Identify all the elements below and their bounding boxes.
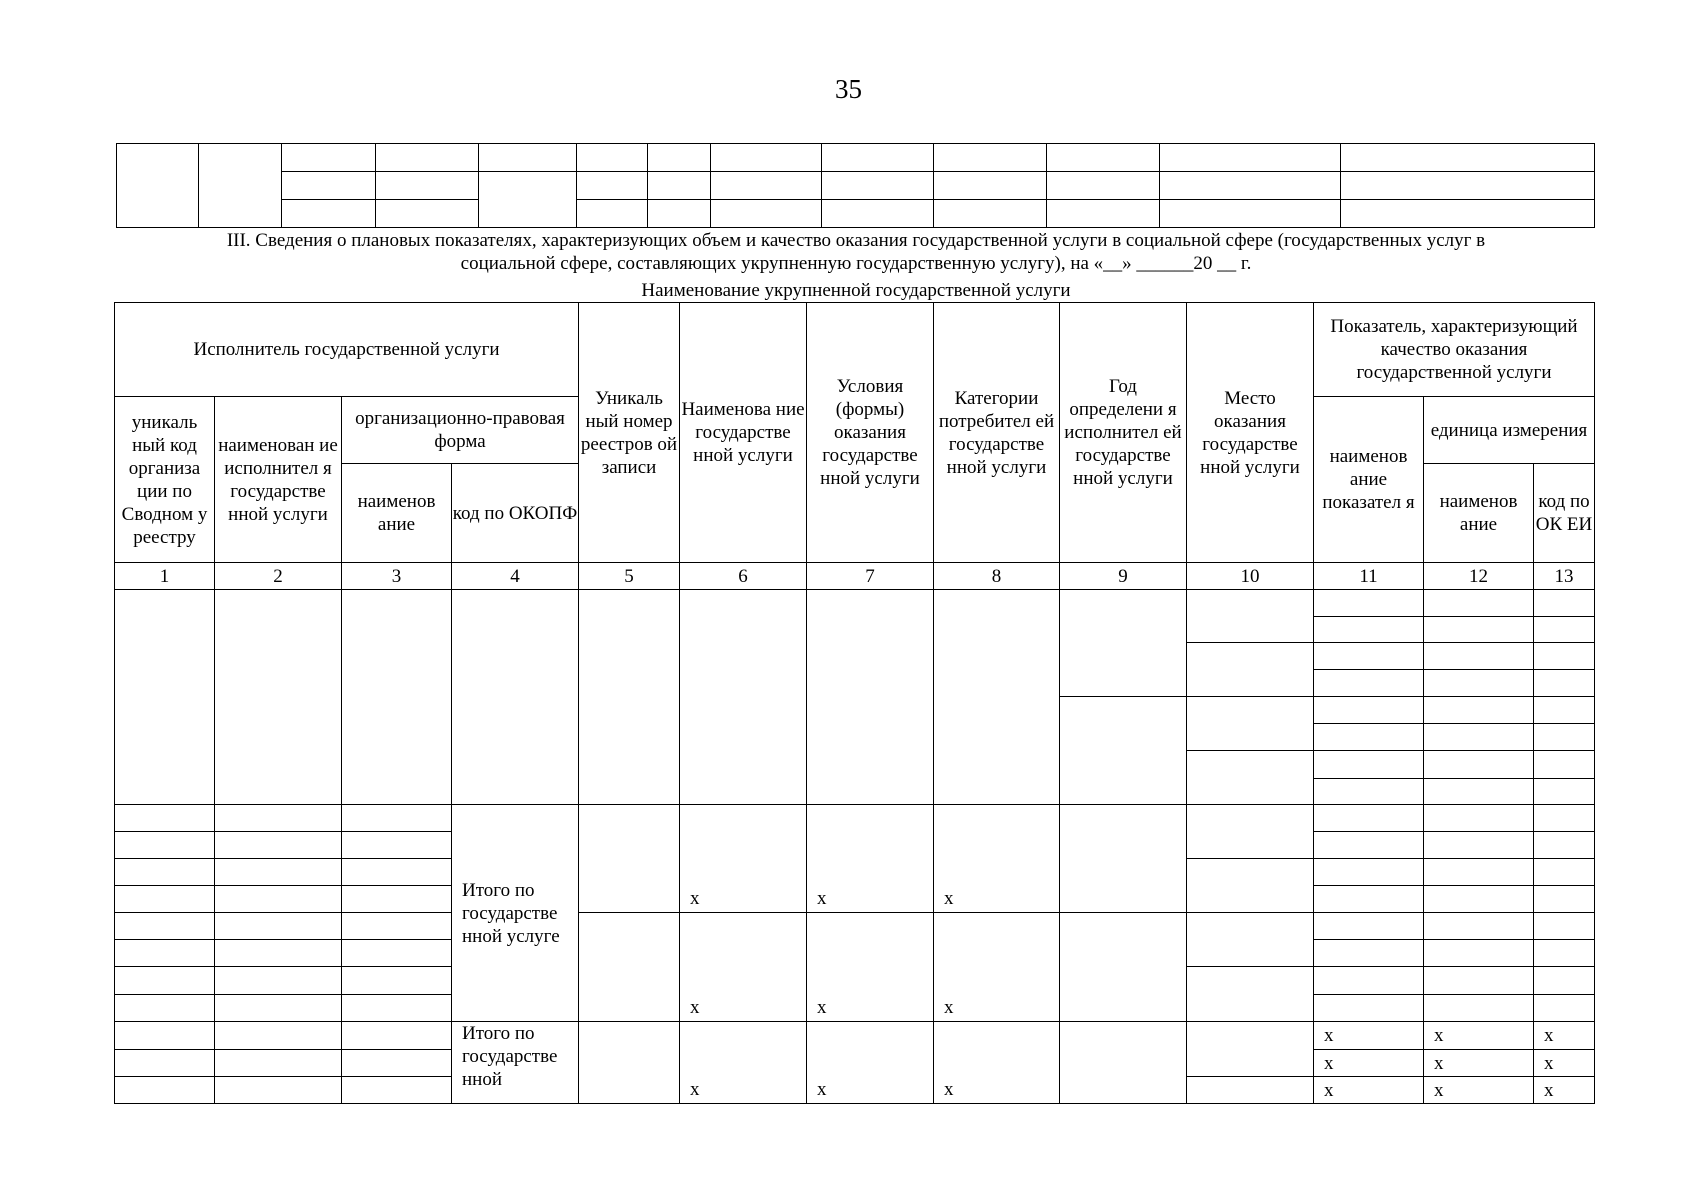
table-cell — [1534, 751, 1595, 779]
column-number: 5 — [579, 563, 680, 590]
table-cell — [115, 1022, 215, 1050]
column-number: 6 — [680, 563, 807, 590]
table-cell — [1314, 913, 1424, 940]
table-cell — [711, 144, 822, 172]
table-cell — [1534, 617, 1595, 643]
table-cell — [579, 805, 680, 913]
section-subtitle: Наименование укрупненной государственной услуги — [641, 280, 1071, 301]
table-cell — [1534, 805, 1595, 832]
table-cell — [282, 172, 376, 200]
table-cell — [1160, 200, 1341, 228]
table-cell — [1314, 751, 1424, 779]
table-cell — [1534, 643, 1595, 670]
table-cell — [1187, 697, 1314, 751]
column-number: 11 — [1314, 563, 1424, 590]
table-cell — [342, 590, 452, 805]
table-cell — [1187, 1077, 1314, 1104]
table-cell — [1187, 805, 1314, 859]
table-cell — [579, 1022, 680, 1104]
table-cell — [579, 913, 680, 1022]
table-cell — [115, 832, 215, 859]
table-cell — [215, 995, 342, 1022]
table-cell — [934, 172, 1047, 200]
x-mark: х — [807, 1022, 934, 1104]
table-cell — [1341, 144, 1595, 172]
x-mark: х — [1534, 1050, 1595, 1077]
table-cell — [282, 200, 376, 228]
table-cell — [1424, 832, 1534, 859]
table-cell — [479, 172, 577, 228]
table-cell — [282, 144, 376, 172]
header-service-name: Наименова ние государстве нной услуги — [680, 303, 807, 563]
table-cell — [376, 144, 479, 172]
table-cell — [1160, 172, 1341, 200]
table-cell — [1060, 1022, 1187, 1104]
table-cell — [934, 200, 1047, 228]
table-cell — [479, 144, 577, 172]
table-cell — [115, 995, 215, 1022]
table-cell — [1314, 940, 1424, 967]
table-cell — [1534, 967, 1595, 995]
table-cell — [711, 172, 822, 200]
header-place: Место оказания государстве нной услуги — [1187, 303, 1314, 563]
table-cell — [215, 805, 342, 832]
planned-indicators-table — [114, 302, 1595, 1104]
table-cell — [452, 590, 579, 805]
x-mark: х — [680, 1022, 807, 1104]
table-cell — [1424, 724, 1534, 751]
section-title-line-1: III. Сведения о плановых показателях, характеризующих объем и качество оказания государственной услуги в социальной сфере (государственных услуг в — [226, 230, 1486, 251]
header-unit: единица измерения — [1424, 397, 1595, 464]
table-cell — [1534, 913, 1595, 940]
table-cell — [115, 913, 215, 940]
table-cell — [1534, 697, 1595, 724]
table-cell — [1314, 995, 1424, 1022]
table-cell — [1534, 886, 1595, 913]
column-number: 4 — [452, 563, 579, 590]
table-cell — [1314, 697, 1424, 724]
header-okei-code: код по ОК ЕИ — [1534, 464, 1595, 563]
x-mark: х — [934, 1022, 1060, 1104]
table-cell — [1314, 779, 1424, 805]
table-cell — [376, 172, 479, 200]
header-categories: Категории потребител ей государстве нной услуги — [934, 303, 1060, 563]
table-cell — [822, 200, 934, 228]
table-cell — [1314, 643, 1424, 670]
table-cell — [115, 1077, 215, 1104]
table-cell — [1047, 200, 1160, 228]
table-cell — [1187, 859, 1314, 913]
table-cell — [1187, 1022, 1314, 1077]
table-cell — [1314, 967, 1424, 995]
itogo-partial-cell: Итого по государстве нной — [452, 1022, 579, 1104]
table-cell — [215, 832, 342, 859]
table-cell — [1424, 805, 1534, 832]
header-legal-form-name: наименов ание — [342, 464, 452, 563]
table-cell — [215, 940, 342, 967]
table-cell — [1341, 200, 1595, 228]
table-cell — [579, 590, 680, 805]
table-cell — [822, 172, 934, 200]
table-cell — [711, 200, 822, 228]
table-cell — [117, 144, 199, 228]
table-cell — [215, 886, 342, 913]
table-cell — [1534, 670, 1595, 697]
table-cell — [1314, 805, 1424, 832]
table-cell — [1314, 724, 1424, 751]
table-cell — [342, 886, 452, 913]
x-mark: х — [1424, 1077, 1534, 1104]
table-cell — [376, 200, 479, 228]
column-number: 12 — [1424, 563, 1534, 590]
table-cell — [1424, 751, 1534, 779]
table-cell — [1424, 859, 1534, 886]
table-cell — [1424, 590, 1534, 617]
header-quality-group: Показатель, характеризующий качество оказания государственной услуги — [1314, 303, 1595, 397]
table-cell — [577, 172, 648, 200]
page-number: 35 — [835, 74, 862, 104]
table-cell — [115, 940, 215, 967]
column-number: 7 — [807, 563, 934, 590]
table-cell — [115, 967, 215, 995]
previous-table-continuation — [116, 143, 1595, 228]
table-cell — [1187, 751, 1314, 805]
table-cell — [648, 172, 711, 200]
table-cell — [1424, 697, 1534, 724]
table-cell — [215, 859, 342, 886]
table-cell — [1534, 940, 1595, 967]
table-cell — [648, 144, 711, 172]
table-cell — [1424, 886, 1534, 913]
column-number: 3 — [342, 563, 452, 590]
header-year: Год определени я исполнител ей государстве нной услуги — [1060, 303, 1187, 563]
table-cell — [115, 886, 215, 913]
table-cell — [1047, 172, 1160, 200]
table-cell — [342, 1050, 452, 1077]
table-cell — [215, 1050, 342, 1077]
table-cell — [1534, 859, 1595, 886]
header-unique-code: уникаль ный код организа ции по Сводном у реестру — [115, 397, 215, 563]
table-cell — [1160, 144, 1341, 172]
table-cell — [215, 1022, 342, 1050]
table-cell — [680, 590, 807, 805]
table-cell — [1424, 940, 1534, 967]
table-cell — [1424, 670, 1534, 697]
x-mark: х — [1314, 1050, 1424, 1077]
table-cell — [342, 1077, 452, 1104]
table-cell — [1187, 643, 1314, 697]
column-number: 10 — [1187, 563, 1314, 590]
table-cell — [1060, 913, 1187, 1022]
table-cell — [1424, 643, 1534, 670]
table-cell — [1187, 590, 1314, 643]
table-cell — [934, 144, 1047, 172]
x-mark: х — [1314, 1022, 1424, 1050]
x-mark: х — [934, 913, 1060, 1022]
table-cell — [215, 1077, 342, 1104]
header-legal-form: организационно-правовая форма — [342, 397, 579, 464]
x-mark: х — [680, 805, 807, 913]
table-cell — [1314, 859, 1424, 886]
table-cell — [215, 967, 342, 995]
header-indicator-name: наименов ание показател я — [1314, 397, 1424, 563]
column-number: 8 — [934, 563, 1060, 590]
table-cell — [1424, 779, 1534, 805]
table-cell — [648, 200, 711, 228]
table-cell — [1534, 779, 1595, 805]
x-mark: х — [680, 913, 807, 1022]
table-cell — [1424, 913, 1534, 940]
table-cell — [115, 859, 215, 886]
x-mark: х — [1534, 1077, 1595, 1104]
itogo-service-cell: Итого по государстве нной услуге — [452, 805, 579, 1022]
table-cell — [1424, 617, 1534, 643]
header-registry-number: Уникаль ный номер реестров ой записи — [579, 303, 680, 563]
table-cell — [1534, 724, 1595, 751]
table-cell — [342, 913, 452, 940]
table-cell — [1314, 832, 1424, 859]
table-cell — [342, 859, 452, 886]
table-cell — [1060, 590, 1187, 697]
table-cell — [1187, 913, 1314, 967]
table-cell — [1047, 144, 1160, 172]
header-executor-group: Исполнитель государственной услуги — [115, 303, 579, 397]
header-okopf-code: код по ОКОПФ — [452, 464, 579, 563]
section-title-line-2: социальной сфере, составляющих укрупненную государственную услугу), на «__» ______20 __ г. — [460, 253, 1252, 274]
table-cell — [1314, 617, 1424, 643]
x-mark: х — [1424, 1022, 1534, 1050]
x-mark: х — [1424, 1050, 1534, 1077]
table-cell — [1534, 995, 1595, 1022]
x-mark: х — [807, 805, 934, 913]
column-number: 13 — [1534, 563, 1595, 590]
column-number: 1 — [115, 563, 215, 590]
header-executor-name: наименован ие исполнител я государстве нной услуги — [215, 397, 342, 563]
table-cell — [822, 144, 934, 172]
table-cell — [115, 1050, 215, 1077]
table-cell — [342, 1022, 452, 1050]
table-cell — [1187, 967, 1314, 1022]
table-cell — [807, 590, 934, 805]
x-mark: х — [807, 913, 934, 1022]
table-cell — [1314, 590, 1424, 617]
table-cell — [577, 144, 648, 172]
table-cell — [1534, 832, 1595, 859]
table-cell — [1314, 886, 1424, 913]
table-cell — [115, 590, 215, 805]
table-cell — [215, 590, 342, 805]
table-cell — [342, 967, 452, 995]
table-cell — [342, 832, 452, 859]
table-cell — [934, 590, 1060, 805]
table-cell — [1534, 590, 1595, 617]
header-unit-name: наименов ание — [1424, 464, 1534, 563]
table-cell — [1424, 967, 1534, 995]
table-cell — [199, 144, 282, 228]
table-cell — [215, 913, 342, 940]
table-cell — [342, 995, 452, 1022]
table-cell — [1424, 995, 1534, 1022]
table-cell — [1314, 670, 1424, 697]
column-number: 2 — [215, 563, 342, 590]
header-conditions: Условия (формы) оказания государстве нной услуги — [807, 303, 934, 563]
table-cell — [115, 805, 215, 832]
table-cell — [1060, 805, 1187, 913]
column-number: 9 — [1060, 563, 1187, 590]
x-mark: х — [934, 805, 1060, 913]
table-cell — [342, 940, 452, 967]
table-cell — [1341, 172, 1595, 200]
table-cell — [342, 805, 452, 832]
x-mark: х — [1534, 1022, 1595, 1050]
x-mark: х — [1314, 1077, 1424, 1104]
table-cell — [1060, 697, 1187, 805]
table-cell — [577, 200, 648, 228]
